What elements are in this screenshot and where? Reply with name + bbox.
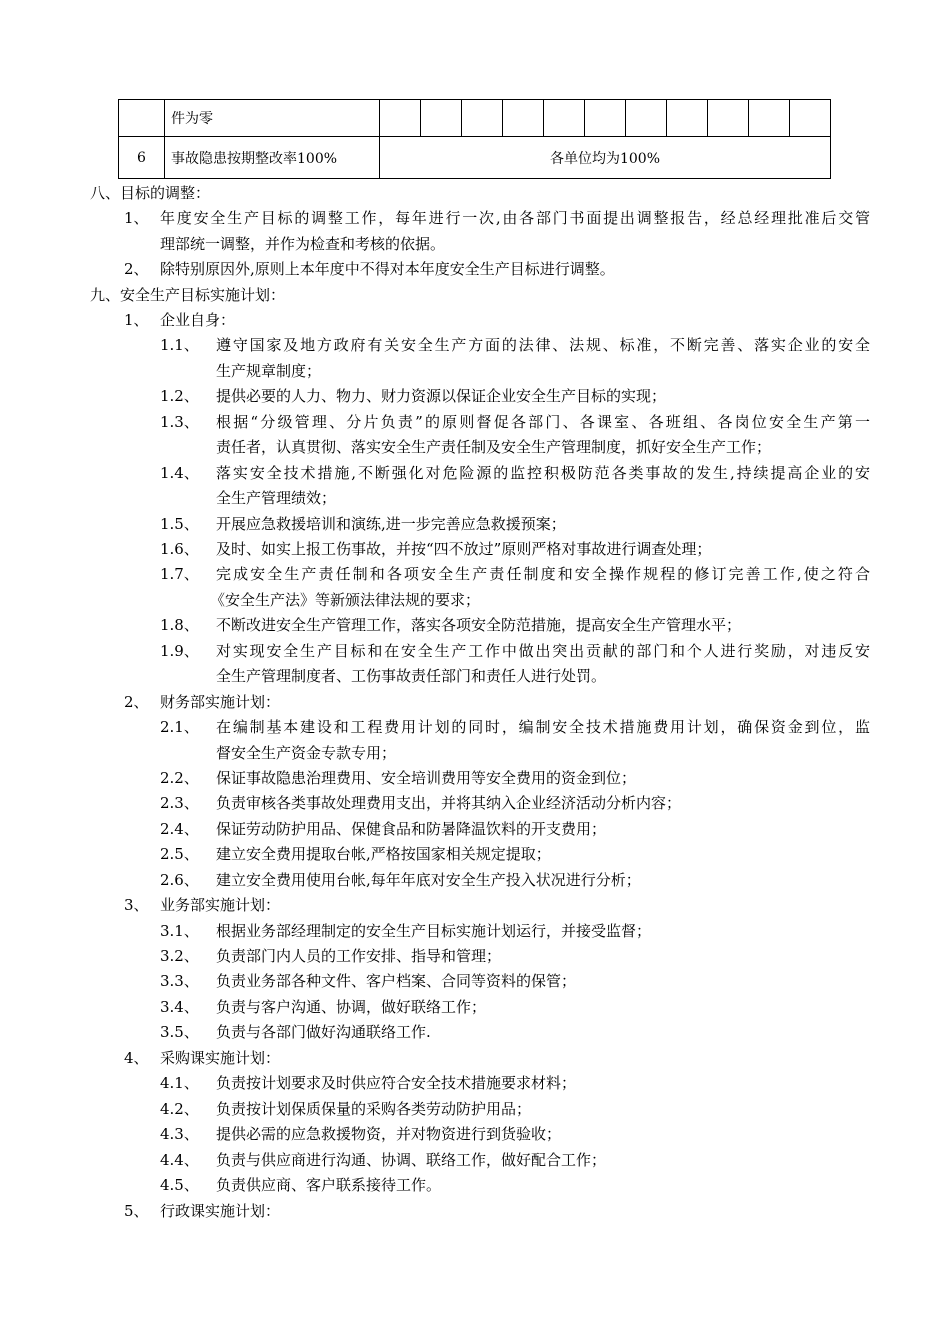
table-cell-item: 事故隐患按期整改率100% bbox=[165, 137, 380, 179]
item-text-continued: 理部统一调整，并作为检查和考核的依据。 bbox=[160, 235, 446, 253]
item-text: 负责与各部门做好沟通联络工作. bbox=[216, 1023, 431, 1041]
item-number: 3.1、 bbox=[160, 922, 199, 940]
item-number: 1、 bbox=[124, 209, 149, 227]
group-number: 1、 bbox=[124, 311, 149, 329]
table-cell bbox=[708, 100, 749, 137]
item-text: 不断改进安全生产管理工作，落实各项安全防范措施，提高安全生产管理水平； bbox=[216, 616, 742, 634]
item-text: 保证事故隐患治理费用、安全培训费用等安全费用的资金到位； bbox=[216, 769, 637, 787]
table-cell bbox=[585, 100, 626, 137]
item-text: 建立安全费用提取台帐,严格按国家相关规定提取； bbox=[216, 845, 551, 863]
group-number: 3、 bbox=[124, 896, 149, 914]
item-number: 1.6、 bbox=[160, 540, 199, 558]
item-text: 对实现安全生产目标和在安全生产工作中做出突出贡献的部门和个人进行奖励，对违反安 bbox=[216, 642, 870, 660]
item-number: 1.1、 bbox=[160, 336, 199, 354]
table-cell-merged-value: 各单位均为100% bbox=[380, 137, 831, 179]
target-table bbox=[118, 99, 831, 179]
section-heading: 九、安全生产目标实施计划： bbox=[90, 286, 286, 304]
item-number: 1.7、 bbox=[160, 565, 199, 583]
item-number: 4.2、 bbox=[160, 1100, 199, 1118]
item-text: 遵守国家及地方政府有关安全生产方面的法律、法规、标准，不断完善、落实企业的安全 bbox=[216, 336, 870, 354]
item-number: 3.5、 bbox=[160, 1023, 199, 1041]
table-cell-no: 6 bbox=[119, 137, 165, 179]
item-text: 完成安全生产责任制和各项安全生产责任制度和安全操作规程的修订完善工作,使之符合 bbox=[216, 565, 870, 583]
item-number: 3.2、 bbox=[160, 947, 199, 965]
table-cell-no bbox=[119, 100, 165, 137]
item-text: 在编制基本建设和工程费用计划的同时，编制安全技术措施费用计划，确保资金到位，监 bbox=[216, 718, 870, 736]
item-number: 1.5、 bbox=[160, 515, 199, 533]
item-text: 提供必要的人力、物力、财力资源以保证企业安全生产目标的实现； bbox=[216, 387, 667, 405]
table-cell bbox=[626, 100, 667, 137]
table-cell bbox=[421, 100, 462, 137]
item-number: 1.4、 bbox=[160, 464, 199, 482]
table-cell-item: 件为零 bbox=[165, 100, 380, 137]
item-number: 2、 bbox=[124, 260, 149, 278]
item-number: 1.2、 bbox=[160, 387, 199, 405]
item-number: 2.2、 bbox=[160, 769, 199, 787]
item-text-continued: 责任者，认真贯彻、落实安全生产责任制及安全生产管理制度，抓好安全生产工作； bbox=[216, 438, 772, 456]
item-text: 除特别原因外,原则上本年度中不得对本年度安全生产目标进行调整。 bbox=[160, 260, 615, 278]
item-number: 4.3、 bbox=[160, 1125, 199, 1143]
item-number: 2.6、 bbox=[160, 871, 199, 889]
item-number: 2.4、 bbox=[160, 820, 199, 838]
group-number: 5、 bbox=[124, 1202, 149, 1220]
section-heading: 八、目标的调整： bbox=[90, 184, 211, 202]
item-text: 负责业务部各种文件、客户档案、合同等资料的保管； bbox=[216, 972, 577, 990]
item-number: 1.9、 bbox=[160, 642, 199, 660]
table-cell bbox=[790, 100, 831, 137]
item-text: 负责按计划保质保量的采购各类劳动防护用品； bbox=[216, 1100, 532, 1118]
table-cell bbox=[380, 100, 421, 137]
item-text: 根据“分级管理、分片负责”的原则督促各部门、各课室、各班组、各岗位安全生产第一 bbox=[216, 413, 870, 431]
item-number: 1.8、 bbox=[160, 616, 199, 634]
item-text: 负责审核各类事故处理费用支出，并将其纳入企业经济活动分析内容； bbox=[216, 794, 682, 812]
item-number: 3.3、 bbox=[160, 972, 199, 990]
item-text-continued: 全生产管理制度者、工伤事故责任部门和责任人进行处罚。 bbox=[216, 667, 607, 685]
table-cell bbox=[667, 100, 708, 137]
item-text-continued: 《安全生产法》等新颁法律法规的要求； bbox=[210, 591, 481, 609]
item-text: 根据业务部经理制定的安全生产目标实施计划运行，并接受监督； bbox=[216, 922, 652, 940]
item-text: 开展应急救援培训和演练,进一步完善应急救援预案； bbox=[216, 515, 566, 533]
item-number: 3.4、 bbox=[160, 998, 199, 1016]
item-number: 2.5、 bbox=[160, 845, 199, 863]
item-text: 保证劳动防护用品、保健食品和防暑降温饮料的开支费用； bbox=[216, 820, 607, 838]
item-text-continued: 督安全生产资金专款专用； bbox=[216, 744, 397, 762]
item-number: 2.1、 bbox=[160, 718, 199, 736]
item-text-continued: 全生产管理绩效； bbox=[216, 489, 337, 507]
item-text: 负责与客户沟通、协调，做好联络工作； bbox=[216, 998, 487, 1016]
table-row bbox=[119, 137, 831, 179]
group-title: 业务部实施计划： bbox=[160, 896, 281, 914]
item-text: 负责供应商、客户联系接待工作。 bbox=[216, 1176, 442, 1194]
group-number: 2、 bbox=[124, 693, 149, 711]
table-cell bbox=[503, 100, 544, 137]
item-number: 4.5、 bbox=[160, 1176, 199, 1194]
item-text: 落实安全技术措施,不断强化对危险源的监控积极防范各类事故的发生,持续提高企业的安 bbox=[216, 464, 870, 482]
item-text: 提供必需的应急救援物资，并对物资进行到货验收； bbox=[216, 1125, 562, 1143]
item-text: 负责按计划要求及时供应符合安全技术措施要求材料； bbox=[216, 1074, 577, 1092]
item-number: 2.3、 bbox=[160, 794, 199, 812]
item-number: 1.3、 bbox=[160, 413, 199, 431]
item-text: 建立安全费用使用台帐,每年年底对安全生产投入状况进行分析； bbox=[216, 871, 641, 889]
group-title: 采购课实施计划： bbox=[160, 1049, 281, 1067]
group-number: 4、 bbox=[124, 1049, 149, 1067]
group-title: 财务部实施计划： bbox=[160, 693, 281, 711]
table-cell bbox=[544, 100, 585, 137]
item-text: 及时、如实上报工伤事故，并按“四不放过”原则严格对事故进行调查处理； bbox=[216, 540, 712, 558]
item-text: 负责与供应商进行沟通、协调、联络工作，做好配合工作； bbox=[216, 1151, 607, 1169]
group-title: 行政课实施计划： bbox=[160, 1202, 281, 1220]
table-row bbox=[119, 100, 831, 137]
item-text-continued: 生产规章制度； bbox=[216, 362, 322, 380]
item-text: 负责部门内人员的工作安排、指导和管理； bbox=[216, 947, 502, 965]
item-number: 4.1、 bbox=[160, 1074, 199, 1092]
table-cell bbox=[749, 100, 790, 137]
item-text: 年度安全生产目标的调整工作，每年进行一次,由各部门书面提出调整报告，经总经理批准后交管 bbox=[160, 209, 870, 227]
table-cell bbox=[462, 100, 503, 137]
item-number: 4.4、 bbox=[160, 1151, 199, 1169]
group-title: 企业自身： bbox=[160, 311, 236, 329]
